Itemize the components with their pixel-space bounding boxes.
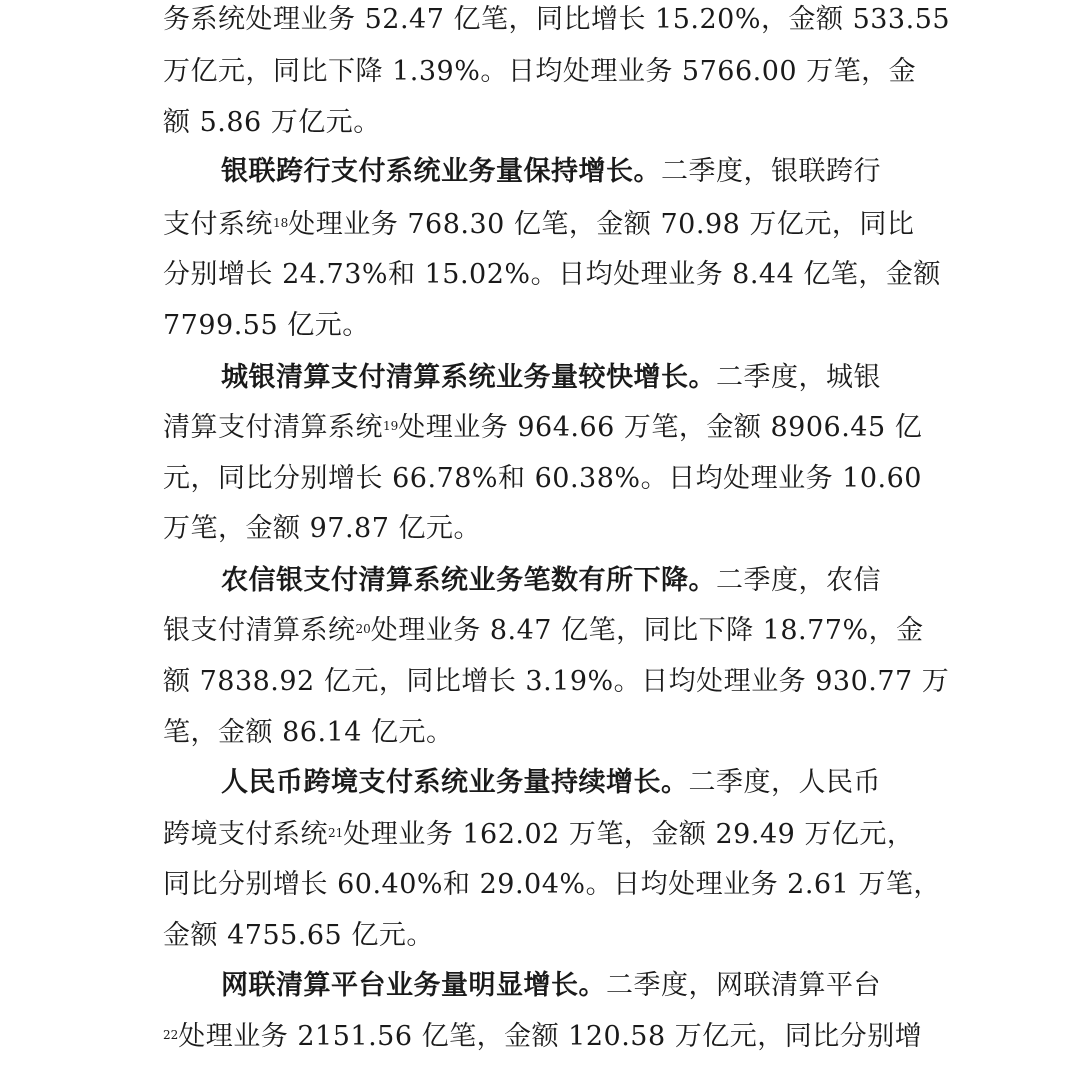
text-line: 同比分别增长 60.40%和 29.04%。日均处理业务 2.61 万笔， (163, 869, 941, 900)
paragraph-heading: 银联跨行支付系统业务量保持增长。 (221, 156, 661, 187)
text-fragment: 二季度，农信 (716, 565, 881, 596)
text-line: 7799.55 亿元。 (163, 310, 370, 341)
paragraph-heading: 人民币跨境支付系统业务量持续增长。 (221, 767, 689, 798)
text-fragment: 二季度，人民币 (688, 767, 881, 798)
text-line: 务系统处理业务 52.47 亿笔，同比增长 15.20%，金额 533.55 (163, 4, 951, 35)
footnote-marker: 20 (355, 622, 371, 636)
paragraph-first-line (221, 968, 918, 1004)
text-line: 金额 4755.65 亿元。 (163, 920, 434, 951)
paragraph-first-line (221, 154, 918, 190)
text-line (163, 613, 924, 649)
text-line (163, 1019, 923, 1055)
text-line: 分别增长 24.73%和 15.02%。日均处理业务 8.44 亿笔，金额 (163, 259, 941, 290)
paragraph-first-line (221, 360, 918, 396)
footnote-marker: 22 (163, 1028, 179, 1042)
text-line: 笔，金额 86.14 亿元。 (163, 717, 454, 748)
text-fragment: 处理业务 964.66 万笔，金额 8906.45 亿 (398, 412, 923, 443)
text-fragment: 支付系统 (163, 209, 273, 240)
text-line (163, 410, 923, 446)
text-fragment: 二季度，城银 (716, 362, 881, 393)
text-line: 额 7838.92 亿元，同比增长 3.19%。日均处理业务 930.77 万 (163, 666, 950, 697)
text-fragment: 银支付清算系统 (163, 615, 356, 646)
text-fragment: 处理业务 768.30 亿笔，金额 70.98 万亿元，同比 (288, 209, 915, 240)
text-line: 万笔，金额 97.87 亿元。 (163, 513, 481, 544)
paragraph-first-line (221, 765, 918, 801)
text-line (163, 817, 918, 853)
text-line: 元，同比分别增长 66.78%和 60.38%。日均处理业务 10.60 (163, 463, 922, 494)
text-fragment: 处理业务 162.02 万笔，金额 29.49 万亿元， (343, 819, 915, 850)
text-fragment: 清算支付清算系统 (163, 412, 383, 443)
text-line (163, 207, 918, 243)
paragraph-heading: 网联清算平台业务量明显增长。 (221, 970, 606, 1001)
text-fragment: 处理业务 2151.56 亿笔，金额 120.58 万亿元，同比分别增 (178, 1021, 923, 1052)
text-fragment: 跨境支付系统 (163, 819, 328, 850)
text-line: 额 5.86 万亿元。 (163, 107, 381, 138)
text-fragment: 处理业务 8.47 亿笔，同比下降 18.77%，金 (370, 615, 924, 646)
footnote-marker: 21 (328, 826, 344, 840)
text-line: 万亿元，同比下降 1.39%。日均处理业务 5766.00 万笔，金 (163, 56, 917, 87)
paragraph-first-line (221, 563, 918, 599)
text-fragment: 二季度，银联跨行 (661, 156, 881, 187)
paragraph-heading: 农信银支付清算系统业务笔数有所下降。 (221, 565, 716, 596)
footnote-marker: 19 (383, 419, 399, 433)
text-fragment: 二季度，网联清算平台 (606, 970, 881, 1001)
footnote-marker: 18 (273, 216, 289, 230)
paragraph-heading: 城银清算支付清算系统业务量较快增长。 (221, 362, 716, 393)
